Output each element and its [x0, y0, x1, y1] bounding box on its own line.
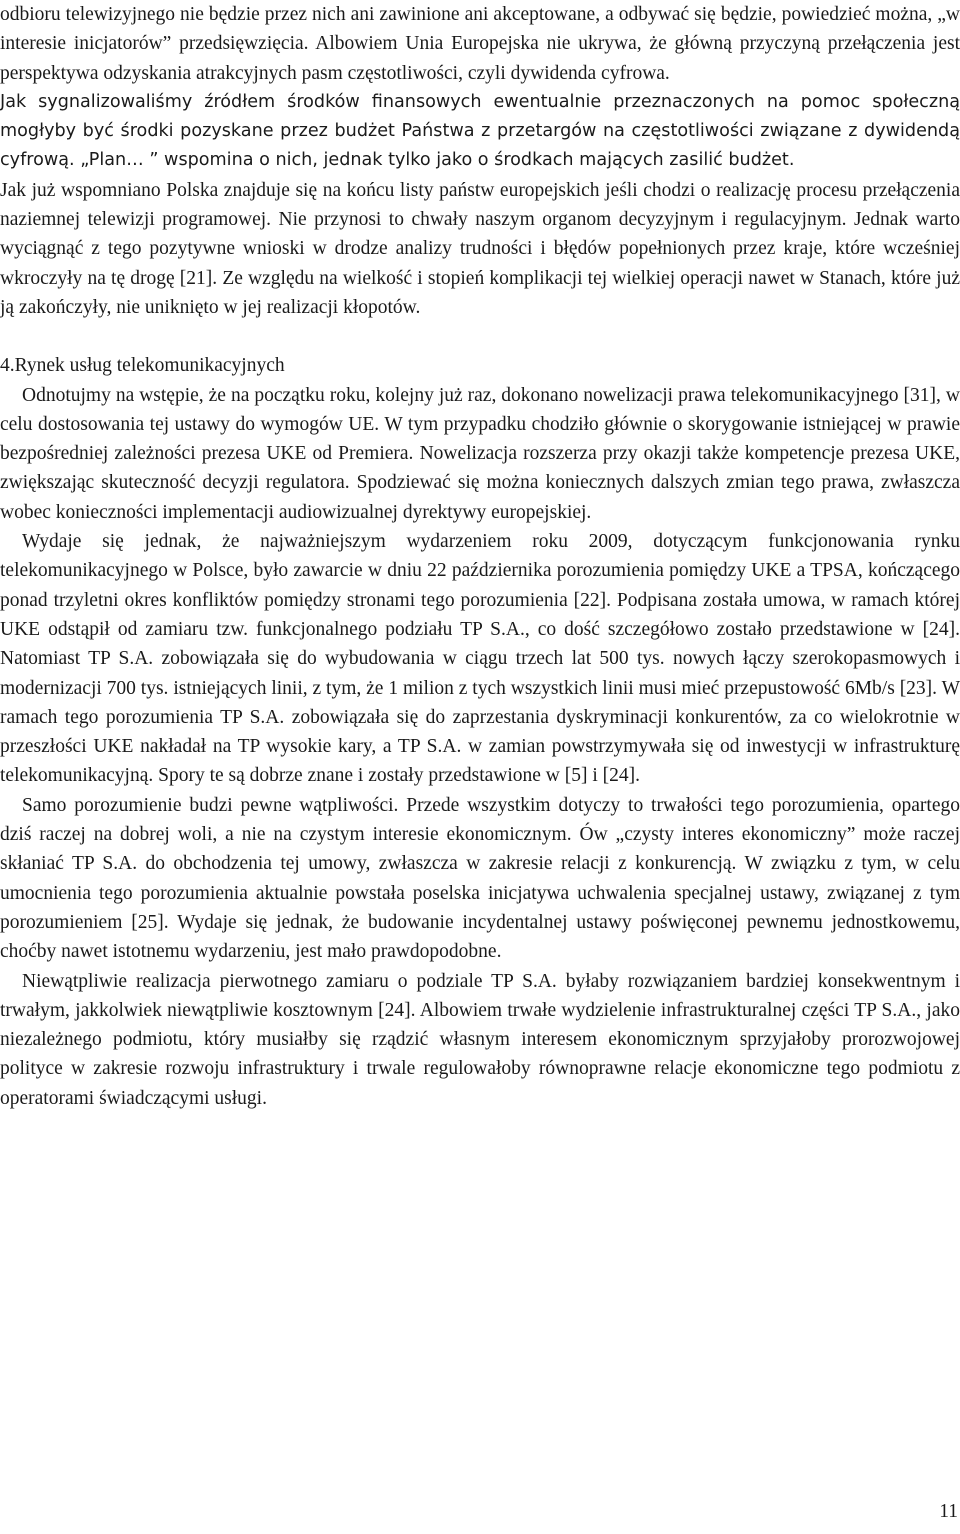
paragraph-poland-status: Jak już wspomniano Polska znajduje się na końcu listy państw europejskich jeśli chodzi o realizację procesu przełączenia naziemnej telewizji programowej. Nie przynosi to chwały naszym organom decyzyjnym i regulacyjnym. Jednak warto wyciągnąć z tego pozytywne wnioski w drodze analizy trudności i błędów popełnionych przez kraje, które wcześniej wkroczyły na tę drogę [21]. Ze względu na wielkość i stopień komplikacji tej wielkiej operacji nawet w Stanach, które już ją zakończyły, nie uniknięto w jej realizacji kłopotów.: [0, 179, 960, 318]
paragraph-doubts: Samo porozumienie budzi pewne wątpliwości. Przede wszystkim dotyczy to trwałości tego porozumienia, opartego dziś raczej na dobrej woli, a nie na czystym interesie ekonomicznym. Ów „czysty interes ekonomiczny” może raczej skłaniać TP S.A. do obchodzenia tej umowy, zwłaszcza w zakresie relacji z konkurencją. W związku z tym, w celu umocnienia tego porozumienia aktualnie powstała poselska inicjatywa uchwalenia specjalnej ustawy, związanej z tym porozumieniem [25]. Wydaje się jednak, że budowanie incydentalnej ustawy poświęconej pewnemu jednostkowemu, choćby nawet istotnemu wydarzeniu, jest mało prawdopodobne.: [0, 794, 960, 963]
paragraph-agreement: Wydaje się jednak, że najważniejszym wydarzeniem roku 2009, dotyczącym funkcjonowania rynku telekomunikacyjnego w Polsce, było zawarcie w dniu 22 października porozumienia pomiędzy UKE a TPSA, kończącego ponad trzyletni okres konfliktów pomiędzy stronami tego porozumienia [22]. Podpisana została umowa, w ramach której UKE odstąpił od zamiaru tzw. funkcjonalnego podziału TP S.A., co dość szczegółowo zostało przedstawione w [24]. Natomiast TP S.A. zobowiązała się do wybudowania w ciągu trzech lat 500 tys. nowych łączy szerokopasmowych i modernizacji 700 tys. istniejących linii, z tym, że 1 milion z tych wszystkich linii musi mieć przepustowość 6Mb/s [23]. W ramach tego porozumienia TP S.A. zobowiązała się do zaprzestania dyskryminacji konkurentów, za co wielokrotnie w przeszłości UKE nakładał na TP wysokie kary, a TP S.A. w zamian powstrzymywała się od inwestycji w infrastrukturę telekomunikacyjną. Spory te są dobrze znane i zostały przedstawione w [5] i [24].: [0, 531, 960, 787]
paragraph-continuation: odbioru telewizyjnego nie będzie przez nich ani zawinione ani akceptowane, a odbywać się będzie, powiedzieć można, „w interesie inicjatorów” przedsięwzięcia. Albowiem Unia Europejska nie ukrywa, że główną przyczyną przełączenia jest perspektywa odzyskania atrakcyjnych pasm częstotliwości, czyli dywidenda cyfrowa.: [0, 4, 960, 84]
spacer: [0, 322, 960, 351]
paragraph-amendment: Odnotujmy na wstępie, że na początku roku, kolejny już raz, dokonano nowelizacji prawa telekomunikacyjnego [31], w celu dostosowania tej ustawy do wymogów UE. W tym przypadku chodziło głównie o skorygowanie istniejącej w prawie bezpośredniej zależności prezesa UKE od Premiera. Nowelizacja rozszerza przy okazji także kompetencje prezesa UKE, zwiększając skuteczność decyzji regulatora. Spodziewać się można koniecznych dalszych zmian tego prawa, zwłaszcza wobec konieczności implementacji audiowizualnej dyrektywy europejskiej.: [0, 384, 960, 523]
section-heading: 4.Rynek usług telekomunikacyjnych: [0, 355, 285, 377]
paragraph-funding: Jak sygnalizowaliśmy źródłem środków finansowych ewentualnie przeznaczonych na pomoc społeczną mogłyby być środki pozyskane przez budżet Państwa z przetargów na częstotliwości związane z dywidendą cyfrową. „Plan… ” wspomina o nich, jednak tylko jako o środkach mających zasilić budżet.: [0, 91, 960, 171]
page-number: 11: [939, 1501, 958, 1522]
paragraph-division: Niewątpliwie realizacja pierwotnego zamiaru o podziale TP S.A. byłaby rozwiązaniem bardziej konsekwentnym i trwałym, jakkolwiek niewątpliwie kosztownym [24]. Albowiem trwałe wydzielenie infrastrukturalnej części TP S.A., jako niezależnego podmiotu, który musiałby się rządzić własnym interesem ekonomicznym sprzyjałoby prorozwojowej polityce w zakresie rozwoju infrastruktury i trwale regulowałoby równoprawne relacje ekonomiczne tego podmiotu z operatorami świadczącymi usługi.: [0, 970, 960, 1109]
